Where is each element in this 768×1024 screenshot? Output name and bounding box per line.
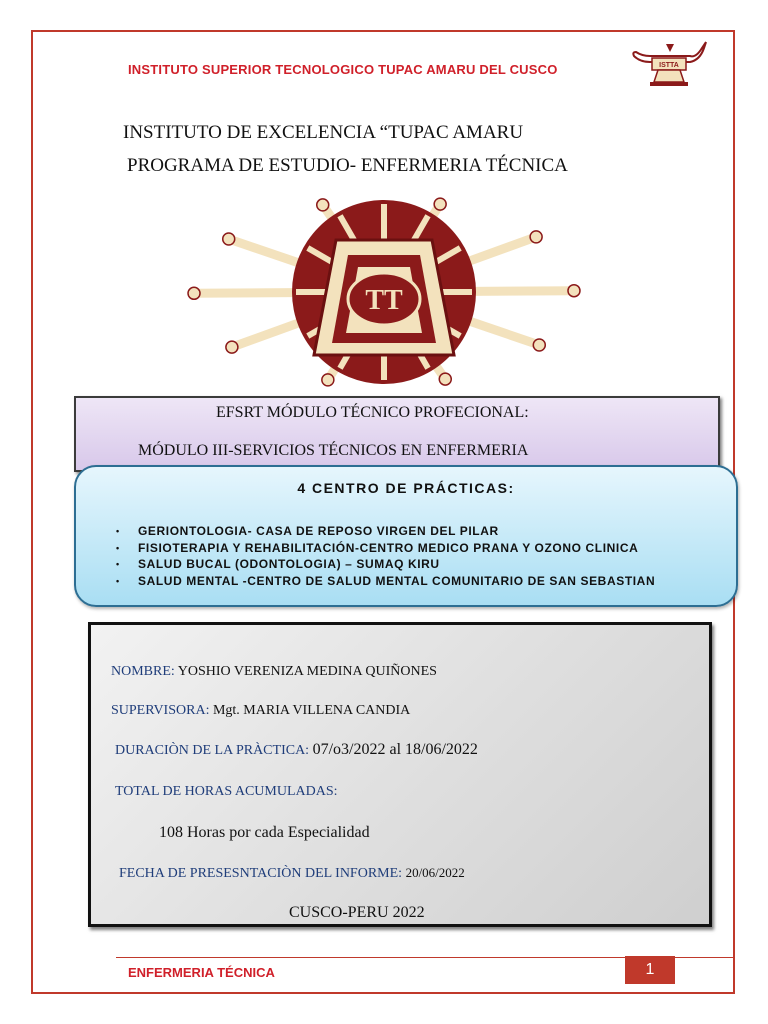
bullet-icon: • <box>116 559 120 569</box>
name-value: YOSHIO VERENIZA MEDINA QUIÑONES <box>177 664 437 679</box>
list-item: • SALUD MENTAL -CENTRO DE SALUD MENTAL COMUNITARIO DE SAN SEBASTIAN <box>116 573 656 588</box>
hours-value: 108 Horas por cada Especialidad <box>159 824 370 841</box>
list-item: • GERIONTOLOGIA- CASA DE REPOSO VIRGEN DEL PILAR <box>116 524 499 538</box>
supervisor-label: SUPERVISORA: <box>111 703 210 718</box>
list-item: • FISIOTERAPIA Y REHABILITACIÓN-CENTRO MEDICO PRANA Y OZONO CLINICA <box>116 540 639 555</box>
emblem-hand <box>439 373 451 385</box>
duration-row <box>115 741 478 759</box>
practice-centers-title: 4 CENTRO DE PRÁCTICAS: <box>297 480 515 496</box>
supervisor-row <box>111 703 410 719</box>
emblem-hand <box>530 231 542 243</box>
program-title: PROGRAMA DE ESTUDIO- ENFERMERIA TÉCNICA <box>127 155 568 176</box>
name-row <box>111 664 437 680</box>
bullet-icon: • <box>116 575 120 586</box>
svg-text:TT: TT <box>365 285 403 316</box>
practice-centers-box <box>74 465 738 607</box>
emblem-hand <box>188 287 200 299</box>
emblem-hand <box>533 339 545 351</box>
lamp-logo-icon <box>630 38 710 90</box>
emblem-hand <box>226 341 238 353</box>
date-row <box>119 865 465 882</box>
emblem-hand <box>434 198 446 210</box>
emblem-hand <box>223 233 235 245</box>
bullet-icon: • <box>116 526 120 536</box>
emblem-hand <box>322 374 334 386</box>
svg-text:ISTTA: ISTTA <box>659 62 679 69</box>
emblem-hand <box>568 285 580 297</box>
header-institution-name: INSTITUTO SUPERIOR TECNOLOGICO TUPAC AMARU DEL CUSCO <box>128 62 558 77</box>
location-year: CUSCO-PERU 2022 <box>289 904 425 921</box>
date-label: FECHA DE PRESESNTACIÒN DEL INFORME: <box>119 866 403 881</box>
module-title: EFSRT MÓDULO TÉCNICO PROFECIONAL: <box>216 404 529 421</box>
date-value: 20/06/2022 <box>405 865 465 880</box>
institutional-emblem-icon <box>186 195 582 390</box>
student-info-box <box>88 622 712 927</box>
module-box <box>74 396 720 472</box>
supervisor-value: Mgt. MARIA VILLENA CANDIA <box>212 703 411 718</box>
emblem-hand <box>317 199 329 211</box>
bullet-icon: • <box>116 542 120 553</box>
module-subtitle: MÓDULO III-SERVICIOS TÉCNICOS EN ENFERMERIA <box>138 442 529 459</box>
hours-label: TOTAL DE HORAS ACUMULADAS: <box>115 784 338 799</box>
duration-value: 07/o3/2022 al 18/06/2022 <box>312 741 478 758</box>
page-number: 1 <box>625 956 675 984</box>
hours-row <box>115 784 338 800</box>
list-item: • SALUD BUCAL (ODONTOLOGIA) – SUMAQ KIRU <box>116 557 440 571</box>
institution-title: INSTITUTO DE EXCELENCIA “TUPAC AMARU <box>123 122 524 143</box>
name-label: NOMBRE: <box>111 664 175 679</box>
duration-label: DURACIÒN DE LA PRÀCTICA: <box>115 743 310 758</box>
footer-program: ENFERMERIA TÉCNICA <box>128 965 275 980</box>
practice-centers-list <box>116 523 655 589</box>
